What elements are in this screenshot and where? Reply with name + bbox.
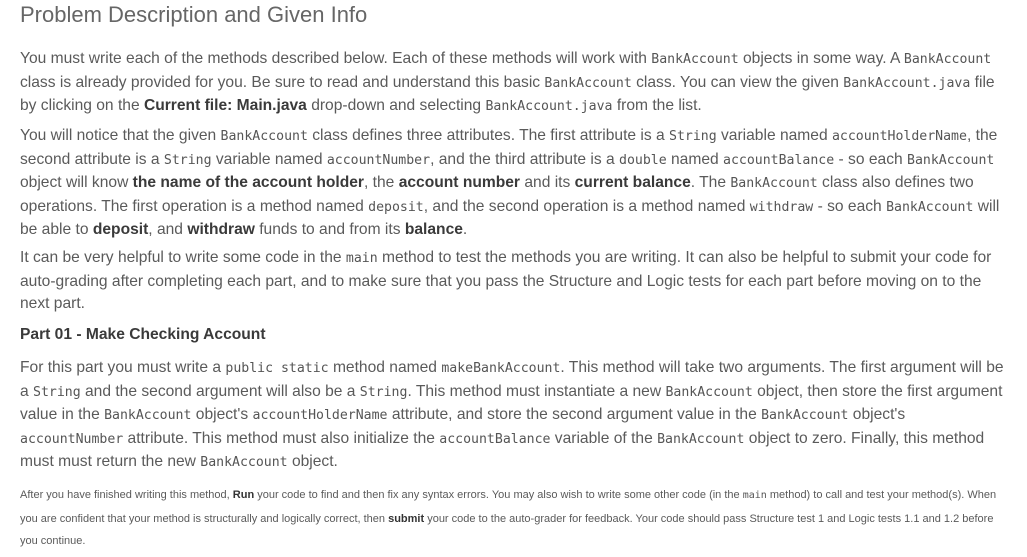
bold-text: current balance: [574, 174, 691, 191]
text-run: drop-down and selecting: [306, 97, 486, 114]
inline-code: BankAccount: [907, 152, 995, 168]
bold-text: balance: [404, 221, 463, 238]
bold-text: deposit: [92, 221, 149, 238]
inline-code: deposit: [368, 199, 424, 215]
inline-code: String: [669, 129, 717, 144]
text-run: , and: [148, 221, 188, 238]
text-run: attribute. This method must also initialize the: [123, 429, 440, 447]
page-title: Problem Description and Given Info: [20, 2, 368, 27]
inline-code: BankAccount: [651, 52, 739, 67]
text-run: variable named: [716, 127, 832, 144]
text-run: and the second argument will also be a: [80, 382, 360, 400]
inline-code: BankAccount.java: [843, 75, 971, 91]
text-run: class is already provided for you. Be sure to read and understand this basic: [20, 73, 545, 91]
bold-text: account number: [398, 174, 521, 191]
text-run: It can be very helpful to write some code in the: [20, 249, 346, 266]
bold-text: Current file: Main.java: [143, 97, 307, 114]
text-run: , the: [364, 174, 399, 191]
text-run: class also defines two operations. The first operation is a method named: [20, 174, 974, 215]
inline-code: main: [345, 251, 378, 266]
bold-text: the name of the account holder: [132, 174, 365, 191]
text-run: method to test the methods you are writing. It can also be helpful to submit your code for auto-grading after completing each part, and to make sure that you pass the Structure and Logic tests for each part before moving on to the next part.: [20, 249, 992, 312]
text-run: - so each: [834, 150, 907, 168]
inline-code: accountHolderName: [252, 408, 388, 423]
inline-code: String: [33, 384, 81, 400]
inline-code: accountNumber: [326, 152, 431, 168]
part-heading: Part 01 - Make Checking Account: [20, 326, 266, 343]
inline-code: BankAccount: [220, 129, 308, 144]
inline-code: BankAccount: [200, 455, 288, 470]
text-run: objects in some way. A: [738, 50, 904, 67]
text-run: For this part you must write a: [20, 359, 226, 376]
text-run: variable named: [211, 150, 327, 168]
text-run: object will know: [20, 174, 133, 191]
inline-code: accountHolderName: [831, 129, 967, 144]
inline-code: BankAccount: [544, 75, 632, 91]
inline-code: BankAccount.java: [485, 99, 613, 114]
inline-code: BankAccount: [886, 199, 974, 215]
text-run: from the list.: [612, 97, 702, 114]
text-run: , and the third attribute is a: [430, 150, 620, 168]
text-run: attribute, and store the second argument value in the: [387, 406, 762, 423]
inline-code: main: [742, 490, 767, 501]
inline-code: BankAccount: [730, 176, 818, 191]
inline-code: accountBalance: [439, 431, 551, 447]
inline-code: double: [619, 152, 667, 168]
testing-advice-paragraph: [20, 247, 1005, 316]
bold-text: withdraw: [187, 221, 255, 238]
inline-code: BankAccount: [665, 384, 753, 400]
attributes-paragraph: [20, 125, 1005, 242]
inline-code: makeBankAccount: [441, 361, 561, 376]
text-run: .: [462, 221, 468, 238]
text-run: variable of the: [550, 429, 658, 447]
inline-code: String: [163, 152, 212, 168]
inline-code: BankAccount: [104, 408, 192, 423]
text-run: class. You can view the given: [631, 73, 844, 91]
inline-code: public static: [225, 361, 329, 376]
text-run: You will notice that the given: [20, 127, 221, 144]
text-run: . This method must instantiate a new: [407, 382, 666, 400]
bold-text: submit: [388, 512, 425, 525]
text-run: object's: [191, 406, 253, 423]
inline-code: accountNumber: [20, 431, 124, 447]
text-run: file by clicking on the: [20, 73, 995, 114]
text-run: , and the second operation is a method named: [423, 197, 750, 215]
text-run: your code to find and then fix any syntax errors. You may also wish to write some other code (in the: [254, 489, 743, 501]
inline-code: BankAccount: [657, 431, 745, 447]
inline-code: withdraw: [749, 199, 814, 215]
text-run: method named: [328, 359, 442, 376]
inline-code: accountBalance: [723, 152, 835, 168]
text-run: - so each: [813, 197, 887, 215]
text-run: and its: [520, 174, 575, 191]
inline-code: BankAccount: [761, 408, 849, 423]
text-run: funds to and from its: [254, 221, 405, 238]
text-run: object.: [287, 453, 338, 470]
text-run: You must write each of the methods described below. Each of these methods will work with: [20, 50, 652, 67]
text-run: named: [666, 150, 724, 168]
inline-code: BankAccount: [903, 52, 992, 67]
intro-paragraph: [20, 48, 1005, 119]
part01-description-paragraph: [20, 357, 1005, 475]
text-run: , the second attribute is a: [20, 127, 998, 168]
text-run: object to zero. Finally, this method must must return the new: [20, 429, 985, 470]
text-run: object's: [848, 406, 906, 423]
bold-text: Run: [232, 489, 255, 501]
text-run: will be able to: [20, 197, 1000, 238]
text-run: . The: [690, 174, 731, 191]
text-run: class defines three attributes. The first attribute is a: [307, 127, 670, 144]
inline-code: String: [359, 384, 408, 400]
text-run: After you have finished writing this method,: [20, 489, 233, 501]
submission-note: [20, 484, 1005, 553]
text-run: method) to call and test your method(s). When you are confident that your method is structurally and logically correct, then: [20, 489, 997, 525]
text-run: object, then store the first argument value in the: [20, 382, 1003, 423]
text-run: your code to the auto-grader for feedback. Your code should pass Structure test 1 and Logic tests 1.1 and 1.2 before you continue.: [20, 512, 994, 547]
text-run: . This method will take two arguments. The first argument will be a: [20, 359, 1004, 400]
